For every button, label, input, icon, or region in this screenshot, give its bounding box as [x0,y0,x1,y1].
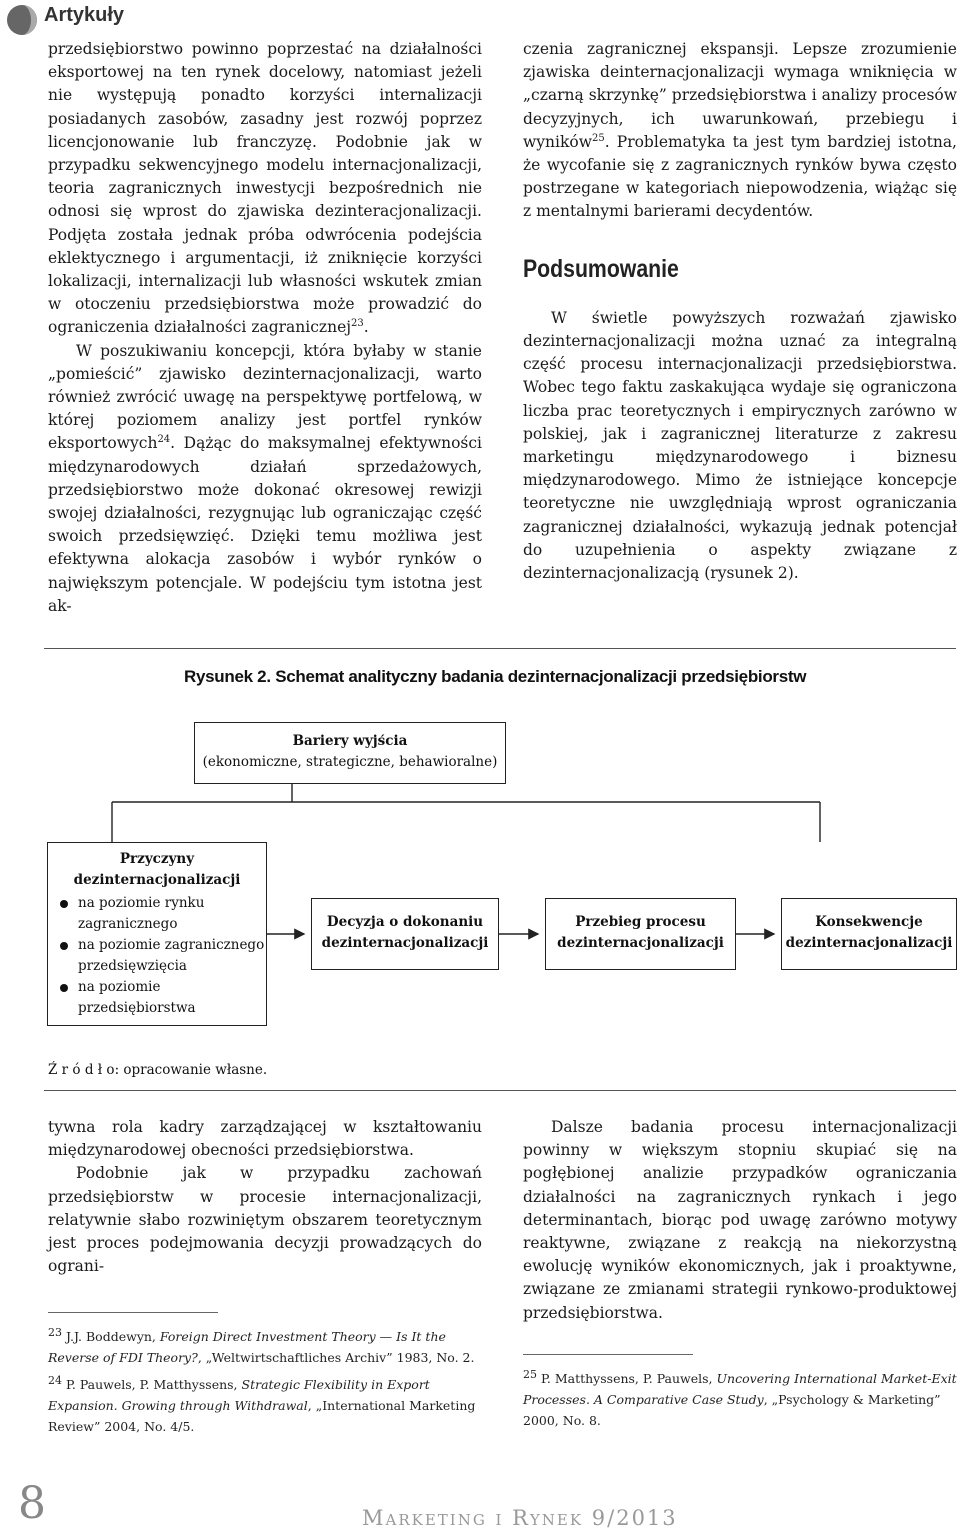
figure-bottom-rule [44,1090,956,1091]
list-item: zagranicznego [78,916,178,932]
barriers-box [194,722,506,784]
list-item: na poziomie [48,977,266,998]
journal-name: Marketing i Rynek 9/2013 [362,1506,678,1530]
paragraph: W poszukiwaniu koncepcji, która byłaby w stanie „pomieścić” zjawisko dezinternacjonalizacji, warto również zwrócić uwagę na perspektywę portfelową, w której poziomem analizy jest portfel rynków eksportowych$^{24}$. Dążąc do maksymalnej efektywności międzynarodowych działań sprzedażowych, przedsiębiorstwo może dokonać okresowej rewizji swojej działalności, rezygnując lub ograniczając część swoich przedsięwzięć. Dzięki temu możliwa jest efektywna alokacja zasobów i wybór rynków o największym potencjale. W podejściu tym istotna jest ak- [48,341,482,615]
footnote: 24 P. Pauwels, P. Matthyssens, Strategic Flexibility in Export Expansion. Growing through Withdrawal, „International Marketing Review” 2004, No. 4/5. [48,1374,476,1434]
footnote-ref: 25 [591,132,605,144]
footnote-number: 23 [48,1326,62,1339]
footnote: 23 J.J. Boddewyn, Foreign Direct Investment Theory — Is It the Reverse of FDI Theory?, „Weltwirtschaftliches Archiv” 1983, No. 2. [48,1326,475,1365]
footnote-rule-right [523,1354,693,1355]
paragraph: tywna rola kadry zarządzającej w kształtowaniu międzynarodowej obecności przedsiębiorstwa. [48,1118,482,1160]
causes-list [48,893,266,1019]
footnotes-left [48,1322,482,1439]
paragraph: Dalsze badania procesu internacjonalizacji powinny w większym stopniu skupiać się na pogłębionej analizie przypadków ograniczania działalności na zagranicznych rynkach i jego determinantach, biorąc pod uwagę zarówno motywy reaktywne, związane z reakcją na niekorzystną ewolucję wyników ekonomicznych, jak i proaktywne, związane ze zmianami strategii rynkowo-produktowej przedsiębiorstwa. [523,1118,957,1322]
lower-left-column [48,1116,482,1278]
bullet-icon [60,942,68,950]
list-item: przedsiębiorstwa [78,1000,196,1016]
paragraph: Podobnie jak w przypadku zachowań przedsiębiorstw w procesie internacjonalizacji, relatywnie słabo rozwiniętym obszarem teoretycznym jest proces podejmowania decyzji prowadzących do ograni- [48,1164,482,1276]
page-number: 8 [18,1478,46,1529]
section-label: Artykuły [44,4,125,26]
footnote-rule-left [48,1312,218,1313]
process-box: Przebieg procesu dezinternacjonalizacji [545,898,736,970]
list-item: na poziomie zagranicznego [48,935,266,956]
right-paragraph-1: czenia zagranicznej ekspansji. Lepsze zrozumienie zjawiska deinternacjonalizacji wymaga wniknięcia w „czarną skrzynkę” przedsiębiorstwa i analizy procesów decyzyjnych, ich uwarunkowań, przebiegu i wyników$^{25}$. Problematyka ta jest tym bardziej istotna, że wycofanie się z zagranicznych rynków bywa często postrzegane w kategoriach niepowodzenia, wiążąc się z mentalnymi barierami decydentów. [523,40,957,221]
causes-title-2: dezinternacjonalizacji [73,872,241,888]
paragraph: przedsiębiorstwo powinno poprzestać na działalności eksportowej na ten rynek docelowy, natomiast jeżeli nie występują ponadto korzyści internalizacji posiadanych zasobów, zasadny jest rozwój poprzez licencjonowanie lub franczyzę. Podobnie jak w przypadku sekwencyjnego modelu internacjonalizacji, teoria zagranicznych inwestycji bezpośrednich nie odnosi się wprost do zjawiska dezinteracjonalizacji. Podjęta została jednak próba odwrócenia podejścia eklektycznego i argumentacji, iż zniknięcie korzyści lokalizacji, internalizacji lub własności wskutek zmian w otoczeniu przedsiębiorstwa może prowadzić do ograniczenia działalności zagranicznej$^{23}$. [48,40,482,337]
footnote-number: 25 [523,1368,537,1381]
decision-box: Decyzja o dokonaniu dezinternacjonalizacji [311,898,499,970]
footnote-ref: 23 [351,318,364,330]
figure-title: Rysunek 2. Schemat analityczny badania dezinternacjonalizacji przedsiębiorstw [184,667,807,686]
footnote: 25 P. Matthyssens, P. Pauwels, Uncovering International Market-Exit Processes. A Comparative Case Study, „Psychology & Marketing” 2000, No. 8. [523,1368,957,1428]
bullet-icon [60,984,68,992]
causes-box [47,842,267,1026]
figure-source: Ź r ó d ł o: opracowanie własne. [48,1062,268,1078]
lower-right-column [523,1116,957,1325]
list-item: na poziomie rynku [48,893,266,914]
barriers-subtitle: (ekonomiczne, strategiczne, behawioralne) [202,754,498,770]
list-item: przedsięwzięcia [78,958,187,974]
consequences-box: Konsekwencje dezinternacjonalizacji [781,898,957,970]
barriers-title: Bariery wyjścia [292,733,408,749]
bullet-icon [60,900,68,908]
section-heading: Podsumowanie [523,254,679,283]
footnotes-right [523,1364,957,1433]
footnote-number: 24 [48,1374,62,1387]
footnote-ref: 24 [157,434,171,446]
right-paragraph-2: W świetle powyższych rozważań zjawisko dezinternacjonalizacji można uznać za integralną część procesu internacjonalizacji przedsiębiorstwa. Wobec tego faktu zaskakująca wydaje się ograniczona liczba prac teoretycznych i empirycznych zarówno w polskiej, jak i zagranicznej literaturze z zakresu marketingu międzynarodowego i biznesu międzynarodowego. Mimo że istniejące koncepcje teoretyczne nie uwzględniają wprost ograniczania zagranicznej działalności, wykazują jednak potencjał do uzupełnienia o aspekty związane z dezinternacjonalizacją (rysunek 2). [523,308,957,583]
causes-title-1: Przyczyny [119,851,195,867]
